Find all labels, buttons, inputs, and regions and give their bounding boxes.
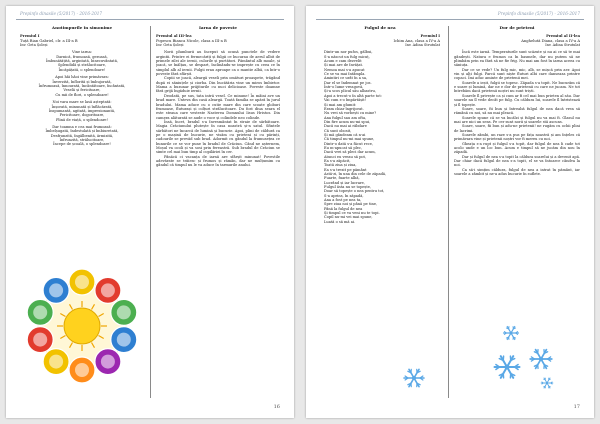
poem-line: Plină de viață, o splendoare! (55, 117, 109, 122)
snowflake-icon (528, 346, 554, 372)
poem-line: Copil nu-mi vei mai spune, (324, 215, 373, 220)
paragraph: Soarele a ieșit, fulgii se topesc. Zăpada s-a topit. Ne bucurăm că e soare și lumină, dar ne e dor de prietenii cu care ne jucam. Ne tot întrebăm dacă prietenii noștri nu sunt triști. (454, 80, 580, 94)
snowflake-icon (492, 352, 522, 382)
poem-line: Că timpul nu-mi mai spune, (324, 137, 375, 142)
story-paragraphs (454, 50, 580, 176)
poem-line: Până la fulgul de nea (324, 206, 363, 211)
author-name: Anghelută Diana, clasa a IV-a A (521, 38, 580, 43)
poem-lines (320, 50, 440, 224)
poem-line: Nu vrei să vorbești cu mine? (324, 111, 377, 116)
poem-stanzas (20, 50, 144, 146)
story-title: Dor de prieteni (499, 26, 535, 30)
medallion-highlight (33, 305, 47, 319)
award-label: Premiul al III-lea (156, 34, 192, 39)
snowflake-icon (502, 324, 520, 342)
snowflake-icon (540, 376, 554, 390)
poem-line: Că sunt obosit, (324, 128, 352, 133)
poem-line: Dar el se îndemnat pe jos. (324, 80, 372, 85)
poem-line: Înfrumoasă, înnourată, încântătoare, încântată, (38, 83, 126, 88)
paragraph: Dar ce se vede? Un fulg mic, mic, alb, se mișcă prin aer. Apoi vin și alți fulgi. Parcă sunt niște fluturi albi care danseaza printre copaci. Îmi aduc aminte de prietenii mei. (454, 67, 580, 81)
seasons-wheel-illustration (20, 256, 144, 396)
author-name: Ichim Ana, clasa a IV-a A (393, 38, 440, 43)
poem-stanza (20, 75, 144, 97)
poem-line: Îmbunătățită, argintată, binecuvântată, (45, 59, 119, 64)
poem-line: Astă-zi, în una din cele de zăpadă, (324, 172, 387, 176)
poem-line: S-a născut un fulg micuț, (324, 54, 370, 59)
award-label: Premiul I (20, 34, 40, 39)
poem-line: Și mă gândeam că n-ai (324, 132, 366, 137)
paragraph: Dar și fulgul de nea s-a topit la căldura soarelui și a devenit apă. Dar chiar dacă fulgul de nea s-a topit, el se va întoarce cândva la noi. (454, 154, 580, 168)
poem-line: Încăpățată, o splendoare! (58, 67, 106, 72)
poem-line: Darnică, frumoasă, geroasă, (56, 54, 108, 59)
poem-stanza (20, 125, 144, 147)
story-winter-column (156, 26, 280, 398)
header-divider (316, 19, 584, 20)
poem-line: Cu mii de flori, o splendoare! (55, 92, 109, 97)
poem-line: Ana a fost pe nea ta, (324, 198, 362, 203)
poem-line: Doar să topește o nea pentru tot, (324, 189, 385, 194)
poem-line: Spre ziua noi și până pe tine, (324, 202, 378, 207)
teacher-name: Inv. Geta Șoleși (20, 43, 48, 48)
poem-line: Înfrunzită, strălucitoare, (59, 138, 105, 143)
poem-title: Fulgul de nea (364, 26, 396, 30)
poem-line: Amintiri ce urât în a sa, (324, 76, 368, 81)
paragraph: Soare, soare, fii bun și adu-ne prietenii! ne rugăm cu ochii plini de lacrimi. (454, 124, 580, 133)
column-divider (150, 26, 151, 398)
poem-line: Și mai am glumit: (324, 102, 357, 107)
medallion-highlight (101, 355, 115, 369)
poem-line: Luată o să mă ai. (324, 219, 356, 224)
poem-line: Dintr-o dată s-a făcut rece, (324, 141, 374, 146)
poem-stanza (20, 50, 144, 72)
snowflake-icon (402, 366, 426, 390)
poem-line: S-a aprins, în zăpadă, (324, 193, 364, 198)
paragraph: Gheața s-a rupt și fulgul s-a topit, dar fulgul de nea îi cade tot acolo unde e un loc bun. Acum e timpul să ne jucăm din nou în zăpadă. (454, 141, 580, 155)
paragraph: Ca să-i simțim căldura, fulgul de nea a intrat în pământ, iar soarele a zâmbit și ne-a adus bucurie în suflete. (454, 167, 580, 176)
poem-line: Acum e cam dezvelit (324, 59, 362, 64)
paragraph: Încă este iarnă. Temperaturile sunt scăzute și nu ai ce să te mai gândești. Natura e frumos ca în basmele, dar nu putem să ne plimbăm prin ea fără să ne fie frig. Nu mai am fost în iarna aceea cu săniuța. (454, 50, 580, 68)
poem-line: Vai cum s-o împărtășit! (324, 98, 367, 103)
paragraph: Pânăcă ci vacanța de iarnă are sfârșit minunat! Povestile adevărate se trăiesc și frumos și rămân, dar ne mulțumim cu gândul că timpul nu le va aduce în tarmurile anului. (156, 154, 280, 168)
poem-line: Din fire acum nu-mi spui, (324, 119, 371, 124)
poem-line: Înșorată, minunată și înflăcărată, (51, 104, 113, 109)
story-friends-column (454, 26, 580, 326)
poem-line: Veselă și fericitoare, (63, 88, 101, 93)
medallion-highlight (101, 283, 115, 297)
teacher-name: Inv. Adina Strutulat (405, 43, 440, 48)
paragraph: Copiii se joacă, aleargă veseli prin omături proaspete, trăgând după ei săniuțele și ciorba. Din bucătăria vine un miros îmbietor. Mama a buzunar prăjiturile cu nuci delicioase. Poveste doamne fără grijă îngăduie iernii. (156, 76, 280, 94)
poem-stanza (20, 100, 144, 122)
poem-line: Într-o lume vreagovă, (324, 85, 364, 90)
poem-line: Noi vara mare se lasă așteptată: (52, 100, 112, 105)
poem-line: Înspumantă, agitată, impresionantă, (48, 108, 116, 113)
poem-line: Și-a scos plicul său albastru, (324, 89, 376, 94)
page-number: 17 (573, 404, 580, 410)
poem-line: Atunci eu vreau să pot, (324, 154, 367, 159)
medallion-highlight (117, 305, 131, 319)
award-label: Premiul al II-lea (546, 34, 580, 39)
medallion-highlight (75, 275, 89, 289)
author-name: Tuță Rian Gabriel, clr. a III-a B (20, 38, 78, 43)
sun-center (64, 308, 100, 344)
poem-line: Ea s-a trezit pe pământ (324, 167, 367, 172)
medallion-highlight (117, 333, 131, 347)
poem-title: Anotimpurile în simonime (51, 26, 113, 30)
poem-line: Dintr-un nor pufos, gălbui, (324, 50, 373, 55)
story-title: Iarna de poveste (198, 26, 238, 30)
poem-line: Fulgul ăsta nu se topește, (324, 185, 372, 190)
poem-snowflake-column (320, 26, 440, 398)
poem-line: Și timpul ce va veni nu te topi. (324, 211, 380, 216)
poem-line: Eu m-apucat să plec, (324, 145, 363, 150)
poem-line: Fericitoare, dogoritoare, (59, 113, 105, 118)
author-name: Popescu Bianca Nicole, clasa a III-a B (156, 38, 227, 43)
poem-line: Îmbelșugată, îndestulată și îmbiuretată, (45, 129, 119, 134)
poem-line: Dacă nu mai ai răbdare (324, 124, 367, 129)
teacher-name: Inv. Adina Strutulat (545, 43, 580, 48)
paragraph: Soarele spune că se va încălzi și fulgul nu va mai fi. Glasul nu mai are nici un sens. Pe cer sunt norii și soarele stă ascuns. (454, 115, 580, 124)
poem-line: Desfrunzită, îngălbenită, ărmizită, (50, 133, 114, 138)
poem-line: Înverzită, înflorită și îmbujorată, (52, 79, 112, 84)
poem-line: Începe de școală, o splendoare! (53, 142, 111, 147)
paragraph: Deodată, pe sus, tata intră vesel. Ce minune! În mâini ave un brad mare. Unteva din casă aleargă. Toată familia se apără în jurul bradului. Mama aduce cu o cutie mare din care scoate globuri frumoase, fluturași și colțuri strălucitoare. Du fost diua seara el este steaua care vesteste Nasterea Domnului Iisus Hristos. Din camera alăturată se aude o voce și colindele neo colinde. (156, 93, 280, 120)
paragraph: Însă, încet, bradul s-a învesmântat în straie de sărbătoare. Magia Crăciunului plutește în casa noastră și-n satul. Sfintele sărbători ne încarcă de lumină și bucurie. Apoi, plini de căldură ca pe o mașină de bucurie, ne visăm cu prieteni și cu părinți, cadourile se prevăd sub brad. Adormit cu gândul la frumusețea ce bunurile ce se vor pune în bradul de Crăciun. Când ne așternem, Moșul va ocoli și va sosi prin fereastră. Sub bradul de Crăciun se simte cel mai bun timp al copilăriei în cer. (156, 119, 280, 155)
running-header-right: Prepinfo dinasile (5/2017) - 2016-2017 (497, 11, 580, 16)
right-page (306, 6, 594, 418)
poem-line: Vine iarna: (72, 50, 92, 55)
award-label: Premiul I (420, 34, 440, 39)
running-header-left: Prepinfo dinasile (5/2017) - 2016-2017 (20, 11, 103, 16)
poem-line: Eram chiar îngrijorat. (324, 106, 364, 111)
paragraph: Soarele îl privește ca și cum ar fi cel mai bun prieten al său. Dar soarele nu îl vede decât pe fulg. Cu căldura lui, soarele îl întristează și îl topește. (454, 93, 580, 107)
poem-line: Ea s-a zăpăcit, (324, 158, 351, 163)
teacher-name: Inv. Geta Șoleși (156, 43, 184, 48)
poem-line: Și mai are de învățat. (324, 63, 364, 68)
medallion-highlight (49, 283, 63, 297)
poem-line: Dar toamna e cea mai frumoasă: (52, 125, 112, 130)
poem-seasons-column (20, 26, 144, 256)
poem-line: Lucrând și iar lucrare, (324, 180, 365, 185)
medallion-highlight (75, 363, 89, 377)
poem-line: Apoi hâi hâoi vine primăvara: (55, 75, 109, 80)
poem-line: Apoi a trecut-o în altă parte tot: (324, 93, 382, 98)
poem-line: Ce se va mai întâmpla. (324, 72, 366, 77)
medallion-highlight (49, 355, 63, 369)
poem-line: Dacă vrei să pleci dar acum, (324, 150, 376, 155)
left-page (6, 6, 294, 418)
column-divider (448, 26, 449, 398)
page-number: 16 (273, 404, 280, 410)
poem-line: Nemoa mai s-a apucat (324, 67, 365, 72)
paragraph: Soarele zâmbi, un raze s-a pus pe fața noastră și am înțeles că primăvara vine și prietenii noștri vor fi mereu cu noi. (454, 132, 580, 142)
header-divider (16, 19, 284, 20)
paragraph: Soare, soare, fii bun și întreabă fulgul de nea dacă vrea să rămână cu noi, să nu mai pleacă. (454, 106, 580, 116)
medallion-highlight (33, 333, 47, 347)
poem-line: Ana fulgul sau am ofta, (324, 115, 367, 120)
poem-line: Splendidă și strălucitoare, (57, 63, 107, 68)
paragraph: Norii plumburii au început să ocună punctele de vedere argintii. Printre ei fermecăriți și fulgii ce bucurau de aerul albit de primele zilei ale iernii, culorile și purtători. Pământul alb moale, și joacă, se înălțau, se despart, înclinându-se imprește cu ceea ce în simplul alb al iernii. Fulgii erau aproape ca o mantie albă, ca într-o poveste fără sfârșit. (156, 50, 280, 77)
story-paragraphs (156, 50, 280, 167)
poem-line: Toată ziua și ziua, (324, 163, 357, 168)
poem-line: Fuarte, fuarte albă, (324, 176, 360, 181)
